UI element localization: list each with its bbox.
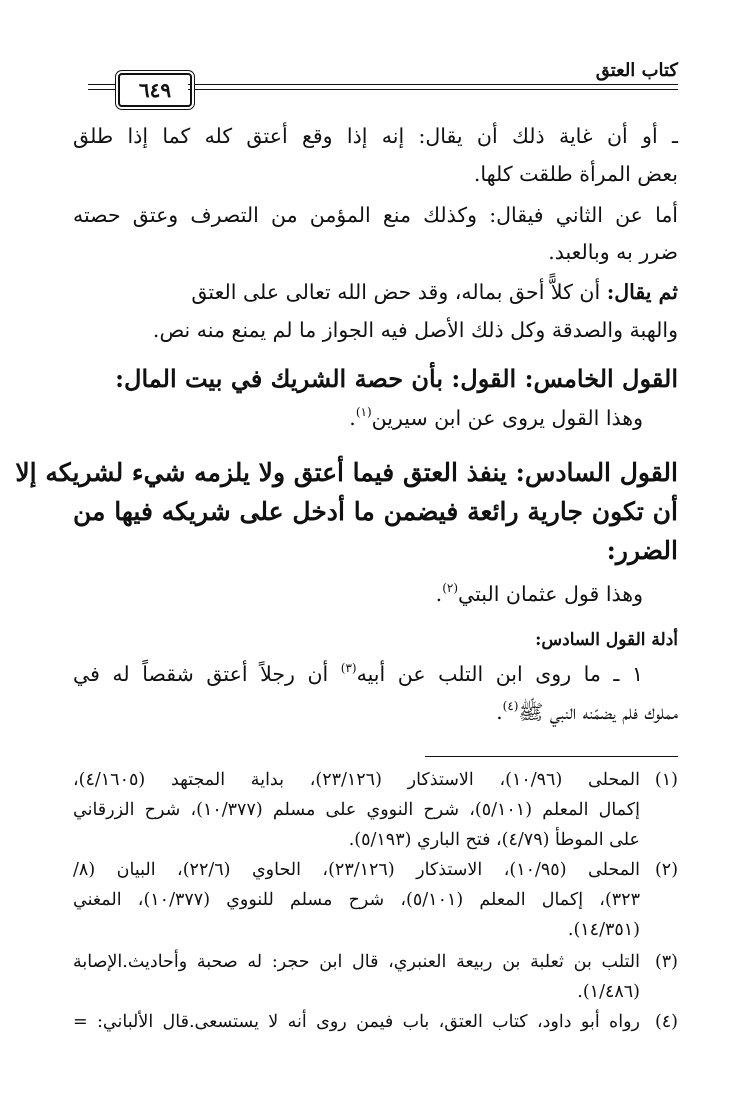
footnote-3-line-2: (١/٤٨٦).: [577, 982, 640, 1002]
header-rule-left-bottom: [88, 89, 116, 90]
sixth-opinion-text: وهذا قول عثمان البتي$^{(٢)}$.: [435, 581, 643, 606]
paragraph-3-line-1: [73, 280, 678, 304]
evidence-heading: أدلة القول السادس:: [535, 630, 678, 650]
sixth-opinion-heading-line-2: أن تكون جارية رائعة فيضمن ما أدخل على شريكه فيها من: [73, 497, 678, 526]
footnote-2-line-3: (١٤/٣٥١).: [567, 920, 640, 940]
footnote-ref-2[interactable]: (٢): [442, 581, 459, 595]
header-rule-top: [188, 84, 678, 85]
footnote-1-line-2: إكمال المعلم (٥/١٠١)، شرح النووي على مسلم (١٠/٣٧٧)، شرح الزرقاني: [73, 800, 640, 820]
paragraph-2-line-2: ضرر به وبالعبد.: [548, 240, 678, 264]
fifth-opinion-text: وهذا القول يروى عن ابن سيرين$^{(١)}$.: [349, 405, 643, 430]
footnote-ref-3[interactable]: (٣): [340, 661, 357, 675]
paragraph-3-line-2: والهبة والصدقة وكل ذلك الأصل فيه الجواز ما لم يمنع منه نص.: [152, 318, 678, 342]
page-number: ٦٤٩: [118, 73, 192, 107]
footnote-1-line-3: على الموطأ (٤/٧٩)، فتح الباري (٥/١٩٣).: [348, 830, 640, 850]
footnote-1-line-1: (١)المحلى (١٠/٩٦)، الاستذكار (٢٣/١٢٦)، بداية المجتهد (٤/١٦٠٥)،: [73, 770, 678, 790]
footnote-separator: [425, 756, 678, 757]
footnote-2-line-2: ٣٢٣)، إكمال المعلم (٥/١٠١)، شرح مسلم للنووي (١٠/٣٧٧)، المغني: [73, 890, 640, 910]
footnote-1-number: (١): [654, 770, 678, 790]
sixth-opinion-heading-line-3: الضرر:: [606, 536, 678, 565]
footnote-4-line-1: (٤)رواه أبو داود، كتاب العتق، باب فيمن روى أنه لا يستسعى.قال الألباني: =: [73, 1012, 678, 1032]
footnote-ref-4[interactable]: (٤): [502, 699, 519, 713]
evidence-item-1-line-1: ١ ـ ما روى ابن التلب عن أبيه$^{(٣)}$ أن رجلاً أعتق شقصاً له في: [73, 661, 643, 686]
header-rule-bottom: [188, 89, 678, 90]
running-title: كتاب العتق: [595, 60, 678, 81]
fifth-opinion-heading: القول الخامس: القول: بأن حصة الشريك في بيت المال:: [115, 364, 678, 393]
sixth-opinion-heading-line-1: القول السادس: ينفذ العتق فيما أعتق ولا يلزمه شيء لشريكه إلا: [15, 458, 678, 487]
footnote-4-number: (٤): [654, 1012, 678, 1032]
header-rule-left-top: [88, 84, 116, 85]
footnote-3-number: (٣): [654, 952, 678, 972]
evidence-item-1-line-2: مملوك فلم يضمّنه النبي ﷺ$^{(٤)}$.: [496, 699, 678, 724]
paragraph-1-line-1: ـ أو أن غاية ذلك أن يقال: إنه إذا وقع أعتق كله كما إذا طلق: [73, 124, 678, 148]
paragraph-1-line-2: بعض المرأة طلقت كلها.: [473, 162, 678, 186]
footnote-3-line-1: (٣)التلب بن ثعلبة بن ربيعة العنبري، قال ابن حجر: له صحبة وأحاديث.الإصابة: [73, 952, 678, 972]
paragraph-3-line-1-text: أن كلاًّ أحق بماله، وقد حض الله تعالى على العتق: [191, 280, 601, 304]
paragraph-2-line-1: أما عن الثاني فيقال: وكذلك منع المؤمن من التصرف وعتق حصته: [73, 203, 678, 227]
footnote-2-number: (٢): [654, 860, 679, 880]
footnote-2-line-1: (٢)المحلى (١٠/٩٥)، الاستذكار (٢٣/١٢٦)، الحاوي (٢٢/٦)، البيان (٨/: [73, 860, 679, 880]
footnote-ref-1[interactable]: (١): [355, 405, 372, 419]
paragraph-3-lead: ثم يقال:: [606, 280, 678, 304]
